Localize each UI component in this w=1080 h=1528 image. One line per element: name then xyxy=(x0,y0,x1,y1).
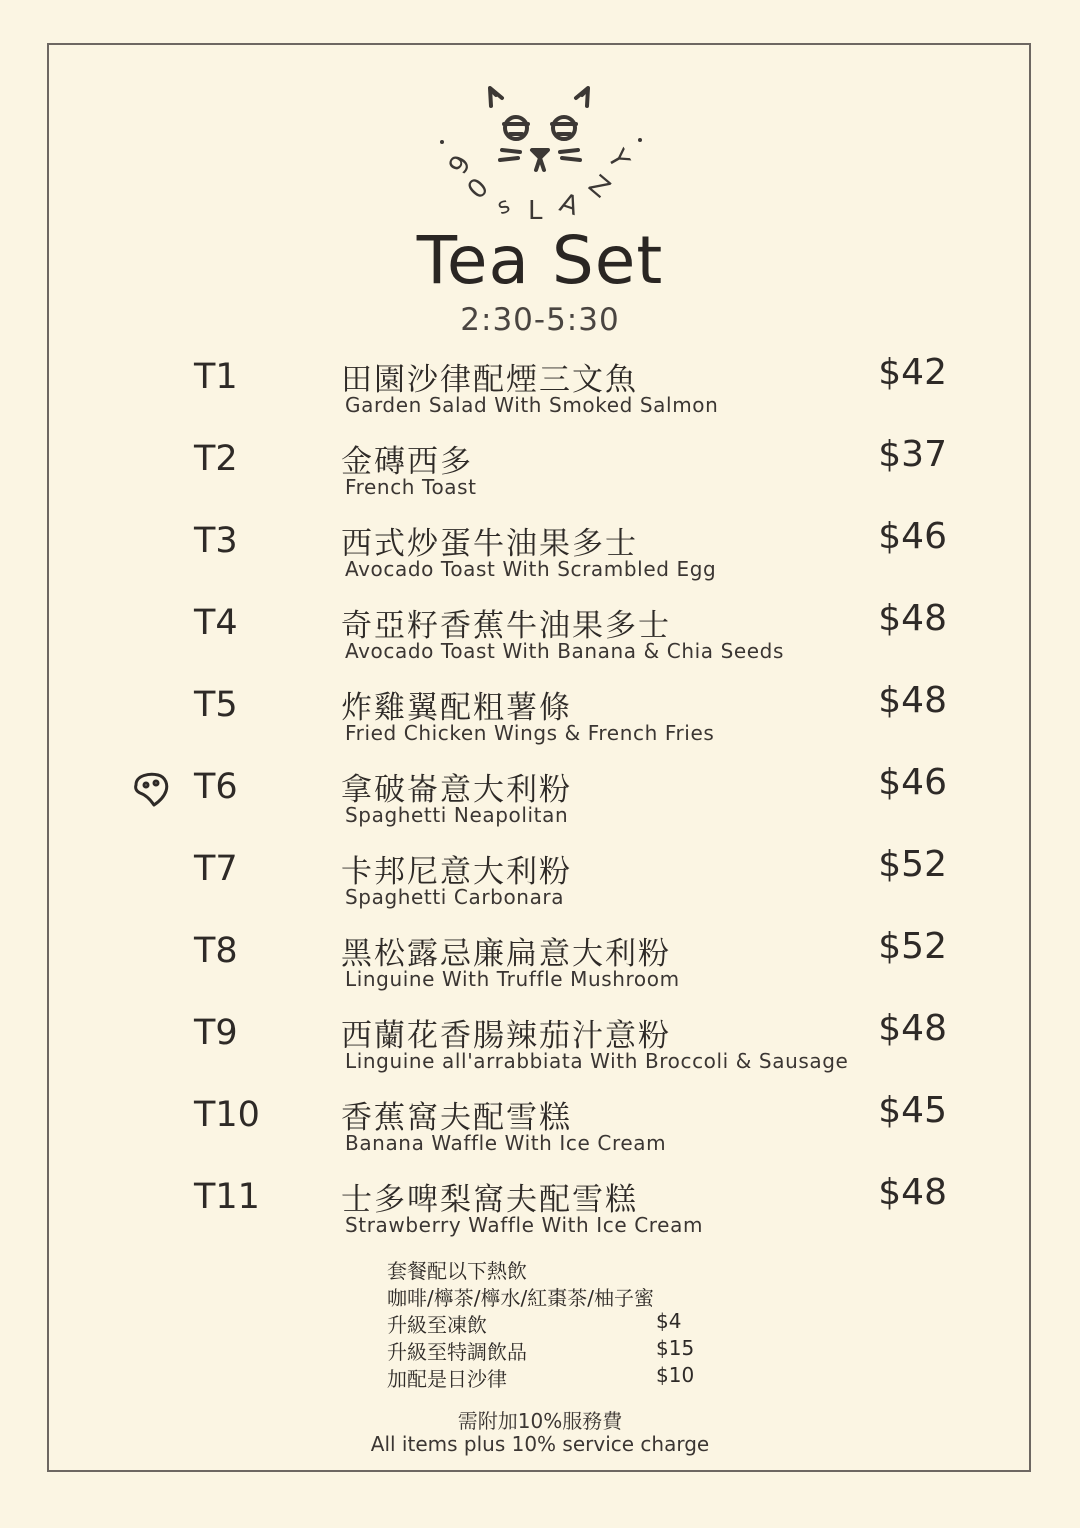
item-name-zh: 炸雞翼配粗薯條 xyxy=(341,690,572,726)
item-price: $37 xyxy=(878,434,947,475)
item-code: T4 xyxy=(194,603,238,643)
item-name-en: French Toast xyxy=(345,475,477,499)
item-name-zh: 士多啤梨窩夫配雪糕 xyxy=(341,1182,638,1218)
item-code: T6 xyxy=(194,767,238,807)
logo-letter: Z xyxy=(582,169,616,205)
addon-price: $10 xyxy=(656,1363,695,1387)
item-code: T11 xyxy=(194,1177,260,1217)
menu-item xyxy=(0,352,1080,437)
logo-letter: Y xyxy=(600,144,635,174)
logo-letter: 0 xyxy=(461,172,495,206)
menu-item xyxy=(0,598,1080,683)
item-code: T9 xyxy=(194,1013,238,1053)
item-name-en: Strawberry Waffle With Ice Cream xyxy=(345,1213,704,1237)
item-name-en: Linguine all'arrabbiata With Broccoli & Sausage xyxy=(345,1049,849,1073)
item-name-zh: 香蕉窩夫配雪糕 xyxy=(341,1100,572,1136)
item-name-en: Garden Salad With Smoked Salmon xyxy=(345,393,719,417)
item-code: T1 xyxy=(194,357,238,397)
item-name-zh: 黑松露忌廉扁意大利粉 xyxy=(341,936,671,972)
addon-label: 升級至特調飲品 xyxy=(387,1340,527,1364)
logo-letter: s xyxy=(494,192,514,221)
addon-label: 加配是日沙律 xyxy=(387,1367,507,1391)
item-name-zh: 西式炒蛋牛油果多士 xyxy=(341,526,638,562)
drinks-list: 咖啡/檸茶/檸水/紅棗茶/柚子蜜 xyxy=(387,1286,654,1310)
addon-row xyxy=(387,1363,707,1390)
service-charge-zh: 需附加10%服務費 xyxy=(457,1409,623,1433)
item-code: T8 xyxy=(194,931,238,971)
item-name-en: Avocado Toast With Banana & Chia Seeds xyxy=(345,639,785,663)
service-charge-en: All items plus 10% service charge xyxy=(370,1432,710,1456)
brand-logo xyxy=(430,78,650,228)
addon-price: $15 xyxy=(656,1336,695,1360)
item-price: $45 xyxy=(878,1090,947,1131)
item-name-zh: 金磚西多 xyxy=(341,444,473,480)
item-name-en: Spaghetti Neapolitan xyxy=(345,803,569,827)
addon-row xyxy=(387,1309,707,1336)
item-code: T5 xyxy=(194,685,238,725)
menu-item xyxy=(0,434,1080,519)
item-price: $48 xyxy=(878,680,947,721)
menu-item xyxy=(0,680,1080,765)
menu-item xyxy=(0,516,1080,601)
menu-item xyxy=(0,1172,1080,1257)
item-price: $48 xyxy=(878,1008,947,1049)
item-price: $48 xyxy=(878,1172,947,1213)
addon-price: $4 xyxy=(656,1309,682,1333)
item-price: $52 xyxy=(878,844,947,885)
item-name-zh: 拿破崙意大利粉 xyxy=(341,772,572,808)
item-name-en: Spaghetti Carbonara xyxy=(345,885,565,909)
chef-recommend-icon xyxy=(132,771,170,807)
item-name-en: Banana Waffle With Ice Cream xyxy=(345,1131,667,1155)
item-name-en: Fried Chicken Wings & French Fries xyxy=(345,721,715,745)
item-name-zh: 田園沙律配煙三文魚 xyxy=(341,362,638,398)
item-name-zh: 卡邦尼意大利粉 xyxy=(341,854,572,890)
item-price: $46 xyxy=(878,516,947,557)
menu-title: Tea Set xyxy=(416,222,664,299)
addon-label: 升級至凍飲 xyxy=(387,1313,487,1337)
item-name-en: Linguine With Truffle Mushroom xyxy=(345,967,680,991)
item-code: T3 xyxy=(194,521,238,561)
menu-item xyxy=(0,844,1080,929)
item-code: T7 xyxy=(194,849,238,889)
logo-letter: L xyxy=(528,196,543,226)
item-name-zh: 奇亞籽香蕉牛油果多士 xyxy=(341,608,671,644)
logo-letter: A xyxy=(555,187,582,223)
item-price: $52 xyxy=(878,926,947,967)
item-code: T2 xyxy=(194,439,238,479)
menu-item xyxy=(0,762,1080,847)
item-name-zh: 西蘭花香腸辣茄汁意粉 xyxy=(341,1018,671,1054)
menu-item xyxy=(0,1090,1080,1175)
menu-item xyxy=(0,926,1080,1011)
item-price: $46 xyxy=(878,762,947,803)
addon-row xyxy=(387,1336,707,1363)
logo-letter: 9 xyxy=(443,150,478,180)
item-code: T10 xyxy=(194,1095,260,1135)
set-notes xyxy=(387,1255,707,1390)
menu-hours: 2:30-5:30 xyxy=(460,302,620,338)
item-name-en: Avocado Toast With Scrambled Egg xyxy=(345,557,717,581)
item-price: $42 xyxy=(878,352,947,393)
drinks-heading: 套餐配以下熱飲 xyxy=(387,1259,527,1283)
item-price: $48 xyxy=(878,598,947,639)
menu-item xyxy=(0,1008,1080,1093)
